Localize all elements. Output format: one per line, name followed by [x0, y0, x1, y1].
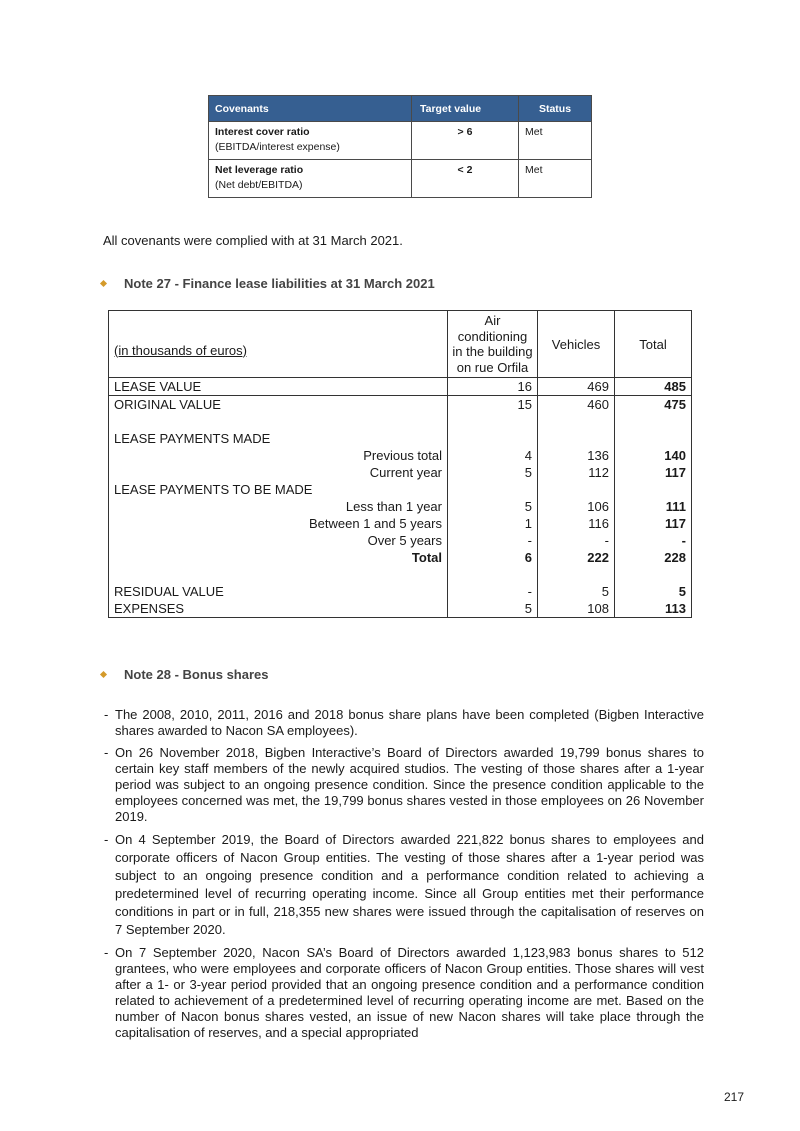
row-label: Over 5 years — [109, 532, 448, 549]
row-label: RESIDUAL VALUE — [109, 583, 448, 600]
note27-heading: Note 27 - Finance lease liabilities at 31 March 2021 — [124, 276, 435, 291]
covenant-cell — [209, 122, 412, 160]
covenants-header-target: Target value — [412, 96, 519, 122]
table-row — [109, 447, 692, 464]
cell-value: - — [448, 583, 538, 600]
cell-value: 5 — [448, 600, 538, 618]
cell-value: 112 — [538, 464, 615, 481]
cell-value: 6 — [448, 549, 538, 566]
list-item-text: On 4 September 2019, the Board of Directors awarded 221,822 bonus shares to employees and corporate officers of Nacon Group entities. The vesting of those shares after a 1-year period was subject to an ongoing presence condition and a performance condition related to achieving a predetermined level of recurring operating income. Since all Group entities met their performance conditions in part or in full, 218,355 new shares were issued through the capitalisation of reserves on 7 September 2020. — [115, 832, 704, 937]
table-row — [109, 583, 692, 600]
cell-value: 15 — [448, 396, 538, 414]
row-label: Total — [109, 549, 448, 566]
cell-value: 5 — [448, 498, 538, 515]
spacer-row — [109, 566, 692, 583]
list-item-text: On 26 November 2018, Bigben Interactive’s Board of Directors awarded 19,799 bonus shares to certain key staff members of the newly acquired studios. The vesting of those shares after a 1-year period was subject to an ongoing presence condition. Since the presence condition applicable to the employees concerned was met, the 19,799 bonus shares vested in those employees on 26 November 2019. — [115, 745, 704, 824]
cell-total: 117 — [615, 515, 692, 532]
table-row — [209, 122, 592, 160]
list-dash: - — [104, 707, 109, 722]
list-dash: - — [104, 945, 109, 960]
covenant-detail: (EBITDA/interest expense) — [215, 141, 340, 153]
cell-value: 469 — [538, 378, 615, 396]
covenant-status: Met — [519, 122, 592, 160]
cell-total: 140 — [615, 447, 692, 464]
row-label: LEASE VALUE — [109, 378, 448, 396]
bullet-diamond-icon — [100, 280, 107, 287]
list-item — [104, 831, 704, 939]
table-row — [109, 396, 692, 414]
row-label: Less than 1 year — [109, 498, 448, 515]
cell-total: - — [615, 532, 692, 549]
cell-value: 222 — [538, 549, 615, 566]
covenants-header-status: Status — [519, 96, 592, 122]
table-row — [109, 515, 692, 532]
list-dash: - — [104, 745, 109, 760]
spacer-row — [109, 413, 692, 430]
cell-value: 5 — [538, 583, 615, 600]
table-row — [109, 600, 692, 618]
row-label: EXPENSES — [109, 600, 448, 618]
cell-total: 228 — [615, 549, 692, 566]
cell-total: 485 — [615, 378, 692, 396]
table-row — [109, 498, 692, 515]
cell-value: 106 — [538, 498, 615, 515]
covenants-table — [208, 95, 592, 198]
cell-value: - — [538, 532, 615, 549]
cell-value: 1 — [448, 515, 538, 532]
covenant-cell — [209, 160, 412, 198]
table-row — [109, 549, 692, 566]
column-header-vehicles: Vehicles — [538, 311, 615, 378]
cell-value: 4 — [448, 447, 538, 464]
list-item — [104, 707, 704, 739]
page-number: 217 — [724, 1090, 745, 1104]
cell-total: 5 — [615, 583, 692, 600]
list-item — [104, 745, 704, 825]
row-label: Between 1 and 5 years — [109, 515, 448, 532]
row-label: Current year — [109, 464, 448, 481]
row-label: Previous total — [109, 447, 448, 464]
list-dash: - — [104, 832, 109, 847]
list-item — [104, 945, 704, 1041]
column-header-air-conditioning: Air conditioning in the building on rue Orfila — [448, 311, 538, 378]
cell-value: 136 — [538, 447, 615, 464]
list-item-text: The 2008, 2010, 2011, 2016 and 2018 bonus share plans have been completed (Bigben Interactive shares awarded to Nacon SA employees). — [115, 707, 704, 738]
cell-value: 460 — [538, 396, 615, 414]
row-label: ORIGINAL VALUE — [109, 396, 448, 414]
covenant-target: < 2 — [412, 160, 519, 198]
bonus-shares-list — [104, 707, 704, 1047]
unit-label: (in thousands of euros) — [109, 311, 448, 378]
cell-value: 16 — [448, 378, 538, 396]
covenant-target: > 6 — [412, 122, 519, 160]
table-row — [109, 532, 692, 549]
section-label: LEASE PAYMENTS TO BE MADE — [109, 481, 448, 498]
list-item-text: On 7 September 2020, Nacon SA’s Board of Directors awarded 1,123,983 bonus shares to 512 grantees, who were employees and corporate officers of Nacon Group entities. Those shares will vest after a 1- or 3-year period provided that an ongoing presence condition and a performance condition related to achievement of a predetermined level of recurring operating income are met. Based on the number of Nacon bonus shares vested, an issue of new Nacon shares will take place through the capitalisation of reserves, and a special appropriated — [115, 945, 704, 1040]
cell-value: 5 — [448, 464, 538, 481]
table-row — [109, 430, 692, 447]
table-row — [109, 481, 692, 498]
covenants-header-name: Covenants — [209, 96, 412, 122]
cell-value: 116 — [538, 515, 615, 532]
cell-total: 475 — [615, 396, 692, 414]
table-row — [109, 378, 692, 396]
covenants-note: All covenants were complied with at 31 March 2021. — [103, 233, 403, 248]
covenant-name: Interest cover ratio — [215, 126, 310, 138]
cell-total: 117 — [615, 464, 692, 481]
covenant-detail: (Net debt/EBITDA) — [215, 179, 303, 191]
cell-total: 113 — [615, 600, 692, 618]
cell-value: - — [448, 532, 538, 549]
column-header-total: Total — [615, 311, 692, 378]
section-label: LEASE PAYMENTS MADE — [109, 430, 448, 447]
note28-heading: Note 28 - Bonus shares — [124, 667, 269, 682]
bullet-diamond-icon — [100, 671, 107, 678]
cell-total: 111 — [615, 498, 692, 515]
cell-value: 108 — [538, 600, 615, 618]
table-row — [209, 160, 592, 198]
table-row — [109, 464, 692, 481]
lease-liabilities-table — [108, 310, 692, 618]
covenant-name: Net leverage ratio — [215, 164, 304, 176]
covenant-status: Met — [519, 160, 592, 198]
